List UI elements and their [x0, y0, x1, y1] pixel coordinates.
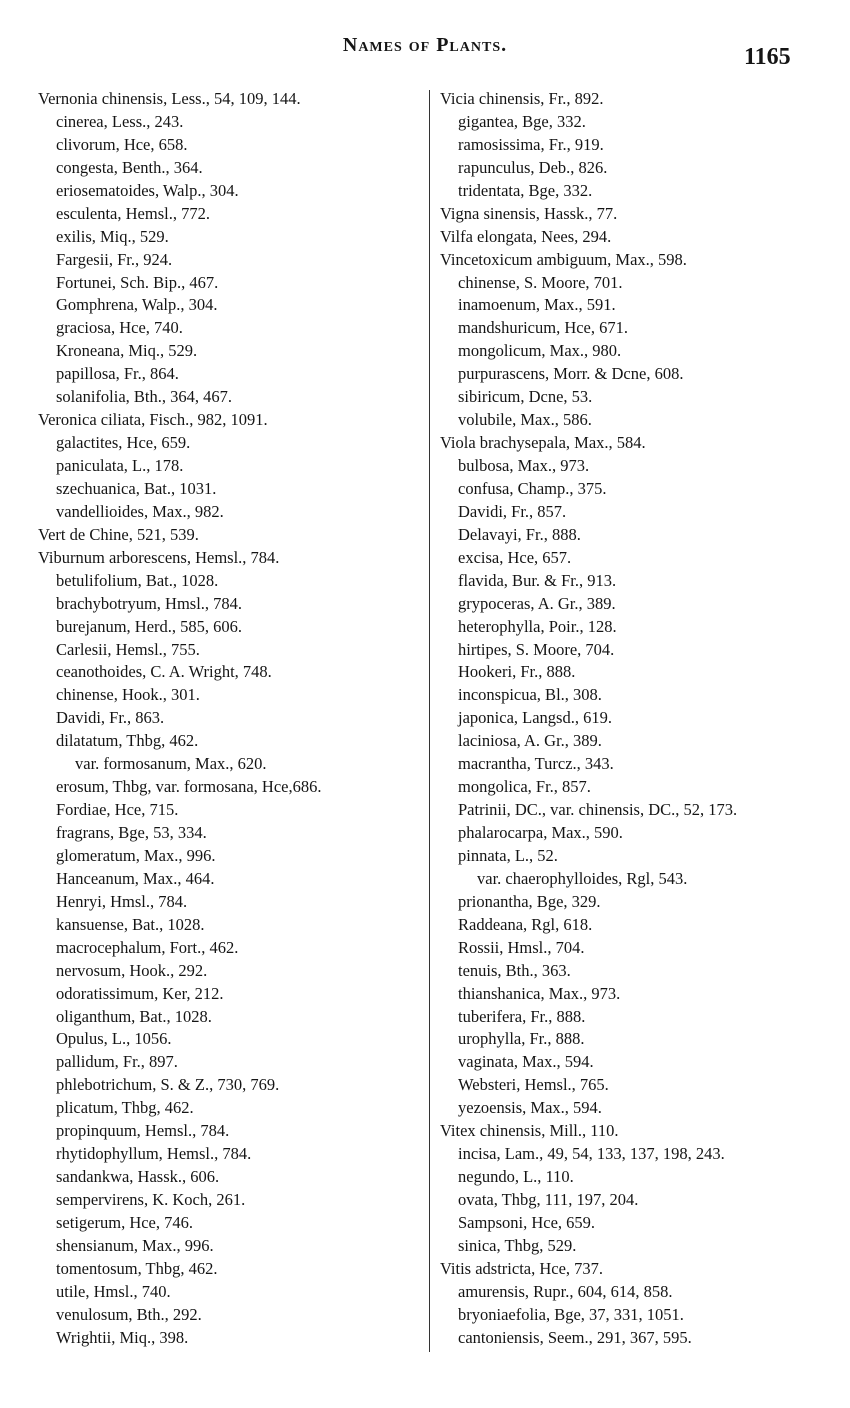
index-entry-species: pinnata, L., 52.: [458, 845, 558, 865]
index-entry-species: hirtipes, S. Moore, 704.: [458, 639, 615, 659]
index-entry-species: prionantha, Bge, 329.: [458, 891, 601, 911]
index-entry-species: Wrightii, Miq., 398.: [56, 1327, 189, 1347]
index-entry-species: thianshanica, Max., 973.: [458, 983, 621, 1003]
index-entry-species: heterophylla, Poir., 128.: [458, 616, 617, 636]
index-entry-species: tomentosum, Thbg, 462.: [56, 1258, 218, 1278]
index-entry-species: dilatatum, Thbg, 462.: [56, 731, 199, 751]
index-entry-species: eriosematoides, Walp., 304.: [56, 180, 239, 200]
index-entry-variety: var. chaerophylloides, Rgl, 543.: [477, 868, 688, 888]
index-entry-variety: var. formosanum, Max., 620.: [75, 754, 267, 774]
index-entry-species: sinica, Thbg, 529.: [458, 1235, 577, 1255]
index-entry-species: Fordiae, Hce, 715.: [56, 800, 179, 820]
index-entry-genus: Vigna sinensis, Hassk., 77.: [440, 203, 618, 223]
index-column-left: [38, 88, 430, 1350]
index-entry-genus: Vincetoxicum ambiguum, Max., 598.: [440, 249, 687, 269]
index-entry-species: plicatum, Thbg, 462.: [56, 1098, 194, 1118]
index-entry-species: phalarocarpa, Max., 590.: [458, 823, 623, 842]
index-entry-species: laciniosa, A. Gr., 389.: [458, 731, 602, 751]
index-entry-genus: Vert de Chine, 521, 539.: [38, 524, 199, 544]
index-entry-species: flavida, Bur. & Fr., 913.: [458, 570, 617, 590]
index-entry-species: macrocephalum, Fort., 462.: [56, 937, 239, 957]
index-entry-species: vaginata, Max., 594.: [458, 1052, 594, 1072]
index-entry-species: rapunculus, Deb., 826.: [458, 157, 608, 177]
index-entry-species: cantoniensis, Seem., 291, 367, 595.: [458, 1327, 692, 1347]
index-entry-species: tridentata, Bge, 332.: [458, 180, 593, 200]
index-entry-species: mandshuricum, Hce, 671.: [458, 318, 629, 338]
index-entry-species: Opulus, L., 1056.: [56, 1029, 172, 1049]
index-entry-species: galactites, Hce, 659.: [56, 433, 191, 453]
index-entry-species: Kroneana, Miq., 529.: [56, 341, 198, 361]
index-entry-species: Davidi, Fr., 863.: [56, 708, 165, 728]
index-entry-genus: Veronica ciliata, Fisch., 982, 1091.: [38, 410, 268, 430]
index-entry-species: Hanceanum, Max., 464.: [56, 868, 215, 888]
index-entry-species: papillosa, Fr., 864.: [56, 364, 179, 384]
index-entry-species: congesta, Benth., 364.: [56, 157, 203, 177]
index-entry-genus: Vernonia chinensis, Less., 54, 109, 144.: [38, 89, 301, 108]
index-entry-species: solanifolia, Bth., 364, 467.: [56, 387, 232, 407]
index-entry-genus: Vitis adstricta, Hce, 737.: [440, 1258, 604, 1278]
index-entry-species: purpurascens, Morr. & Dcne, 608.: [458, 364, 684, 384]
index-entry-species: betulifolium, Bat., 1028.: [56, 570, 219, 590]
index-entry-species: japonica, Langsd., 619.: [458, 708, 612, 728]
index-entry-species: volubile, Max., 586.: [458, 410, 592, 430]
index-entry-species: Rossii, Hmsl., 704.: [458, 937, 585, 957]
index-entry-species: chinense, S. Moore, 701.: [458, 272, 623, 292]
index-entry-species: esculenta, Hemsl., 772.: [56, 203, 210, 223]
index-entry-species: venulosum, Bth., 292.: [56, 1304, 202, 1324]
index-entry-species: Websteri, Hemsl., 765.: [458, 1075, 609, 1095]
index-entry-species: urophylla, Fr., 888.: [458, 1029, 585, 1049]
index-entry-species: grypoceras, A. Gr., 389.: [458, 593, 616, 613]
index-entry-species: sempervirens, K. Koch, 261.: [56, 1190, 246, 1209]
index-entry-species: Davidi, Fr., 857.: [458, 501, 567, 521]
index-entry-species: gigantea, Bge, 332.: [458, 111, 586, 131]
index-entry-species: Fargesii, Fr., 924.: [56, 249, 173, 269]
index-entry-species: setigerum, Hce, 746.: [56, 1212, 194, 1232]
index-entry-species: paniculata, L., 178.: [56, 456, 184, 475]
index-entry-species: sibiricum, Dcne, 53.: [458, 387, 593, 407]
index-entry-species: vandellioides, Max., 982.: [56, 501, 224, 521]
index-entry-species: propinquum, Hemsl., 784.: [56, 1121, 230, 1141]
index-entry-species: ceanothoides, C. A. Wright, 748.: [56, 662, 272, 682]
column-divider: [429, 90, 430, 1352]
index-entry-species: brachybotryum, Hmsl., 784.: [56, 593, 243, 613]
index-entry-species: bulbosa, Max., 973.: [458, 456, 590, 475]
index-entry-species: oliganthum, Bat., 1028.: [56, 1006, 212, 1026]
index-entry-species: bryoniaefolia, Bge, 37, 331, 1051.: [458, 1304, 684, 1324]
page-number: 1165: [744, 44, 791, 70]
index-entry-species: chinense, Hook., 301.: [56, 685, 200, 705]
index-entry-species: sandankwa, Hassk., 606.: [56, 1167, 220, 1187]
index-entry-species: erosum, Thbg, var. formosana, Hce,686.: [56, 777, 322, 797]
index-entry-species: inconspicua, Bl., 308.: [458, 685, 602, 705]
index-entry-species: glomeratum, Max., 996.: [56, 845, 216, 865]
index-entry-species: macrantha, Turcz., 343.: [458, 754, 614, 774]
index-entry-species: Gomphrena, Walp., 304.: [56, 295, 218, 315]
index-entry-species: burejanum, Herd., 585, 606.: [56, 616, 243, 636]
index-entry-species: Sampsoni, Hce, 659.: [458, 1212, 596, 1232]
index-entry-species: mongolicum, Max., 980.: [458, 341, 622, 361]
index-entry-species: Henryi, Hmsl., 784.: [56, 891, 188, 911]
index-entry-genus: Vicia chinensis, Fr., 892.: [440, 89, 604, 108]
index-entry-genus: Vilfa elongata, Nees, 294.: [440, 226, 612, 246]
index-entry-species: yezoensis, Max., 594.: [458, 1098, 602, 1118]
index-entry-species: ovata, Thbg, 111, 197, 204.: [458, 1190, 639, 1209]
running-header-title: Names of Plants.: [342, 34, 508, 56]
index-entry-species: ramosissima, Fr., 919.: [458, 134, 604, 154]
index-entry-species: Fortunei, Sch. Bip., 467.: [56, 272, 219, 292]
index-entry-species: nervosum, Hook., 292.: [56, 960, 208, 980]
index-entry-species: fragrans, Bge, 53, 334.: [56, 823, 207, 842]
index-entry-species: utile, Hmsl., 740.: [56, 1281, 171, 1301]
index-entry-species: excisa, Hce, 657.: [458, 547, 572, 567]
index-entry-species: Carlesii, Hemsl., 755.: [56, 639, 200, 659]
index-entry-species: phlebotrichum, S. & Z., 730, 769.: [56, 1075, 280, 1095]
index-entry-species: pallidum, Fr., 897.: [56, 1052, 178, 1072]
index-entry-species: exilis, Miq., 529.: [56, 226, 169, 246]
index-entry-species: odoratissimum, Ker, 212.: [56, 983, 224, 1003]
index-entry-species: rhytidophyllum, Hemsl., 784.: [56, 1144, 252, 1164]
index-entry-species: incisa, Lam., 49, 54, 133, 137, 198, 243.: [458, 1144, 725, 1164]
index-entry-species: negundo, L., 110.: [458, 1167, 574, 1187]
index-entry-species: Patrinii, DC., var. chinensis, DC., 52, 173.: [458, 800, 738, 820]
index-entry-species: shensianum, Max., 996.: [56, 1235, 214, 1255]
index-entry-species: amurensis, Rupr., 604, 614, 858.: [458, 1281, 673, 1301]
index-entry-genus: Viburnum arborescens, Hemsl., 784.: [38, 547, 280, 567]
index-entry-species: tuberifera, Fr., 888.: [458, 1006, 586, 1026]
index-entry-species: graciosa, Hce, 740.: [56, 318, 183, 338]
index-entry-species: Raddeana, Rgl, 618.: [458, 914, 593, 934]
index-entry-species: Hookeri, Fr., 888.: [458, 662, 576, 682]
index-entry-species: inamoenum, Max., 591.: [458, 295, 616, 315]
index-entry-species: clivorum, Hce, 658.: [56, 134, 188, 154]
index-entry-species: confusa, Champ., 375.: [458, 478, 607, 498]
index-entry-species: kansuense, Bat., 1028.: [56, 914, 205, 934]
index-entry-species: mongolica, Fr., 857.: [458, 777, 591, 797]
index-entry-genus: Viola brachysepala, Max., 584.: [440, 433, 646, 453]
index-entry-species: cinerea, Less., 243.: [56, 111, 184, 131]
index-entry-species: Delavayi, Fr., 888.: [458, 524, 581, 544]
index-entry-genus: Vitex chinensis, Mill., 110.: [440, 1121, 619, 1141]
index-entry-species: tenuis, Bth., 363.: [458, 960, 571, 980]
index-entry-species: szechuanica, Bat., 1031.: [56, 478, 217, 498]
index-column-right: [440, 88, 840, 1350]
